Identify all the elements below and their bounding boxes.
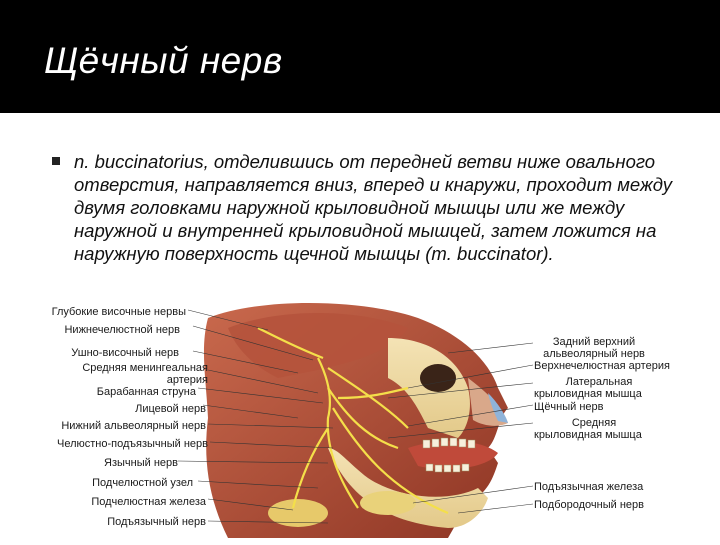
label-buccal-nerve: Щёчный нерв xyxy=(534,401,604,413)
orbit xyxy=(420,364,456,392)
label-medial: Средняя xyxy=(571,417,617,429)
label-alveolar-nerve: альвеолярный нерв xyxy=(543,348,645,360)
title-bar xyxy=(0,0,720,113)
slide-body-text: n. buccinatorius, отделившись от передней ветви ниже овального отверстия, направляется вниз, вперед и кнаружи, проходит между двумя головками наружной крыловидной мышцы или же между наружной и внутренней крыловидной мышцей, затем ложится на наружную поверхность щечной мышцы (m. buccinator). xyxy=(74,151,673,264)
label-auriculotemporal-nerve: Ушно-височный нерв xyxy=(71,347,179,359)
label-sublingual-gland: Подъязычная железа xyxy=(534,481,644,493)
label-mental-nerve: Подбородочный нерв xyxy=(534,499,644,511)
label-lateral: Латеральная xyxy=(565,376,633,388)
label-middle-meningeal: Средняя менингеальная xyxy=(82,362,208,374)
label-mylohyoid-nerve: Челюстно-подъязычный нерв xyxy=(56,438,208,450)
label-inferior-alveolar-nerve: Нижний альвеолярный нерв xyxy=(61,420,206,432)
label-lingual-nerve: Язычный нерв xyxy=(104,457,178,469)
label-chorda-tympani: Барабанная струна xyxy=(96,386,196,398)
anatomy-figure xyxy=(28,298,700,540)
label-submandibular-gland: Подчелюстная железа xyxy=(91,496,206,508)
label-submandibular-ganglion: Подчелюстной узел xyxy=(92,477,193,489)
label-lateral-pterygoid: крыловидная мышца xyxy=(534,388,642,400)
bullet-icon xyxy=(52,157,60,165)
label-artery: артерия xyxy=(166,374,208,386)
label-deep-temporal-nerves: Глубокие височные нервы xyxy=(51,306,186,318)
label-hypoglossal-nerve: Подъязычный нерв xyxy=(107,516,206,528)
label-facial-nerve: Лицевой нерв xyxy=(135,403,206,415)
sublingual-gland xyxy=(360,491,416,515)
label-mandibular-nerve: Нижнечелюстной нерв xyxy=(64,324,180,336)
label-maxillary-artery: Верхнечелюстная артерия xyxy=(534,360,670,372)
label-medial-pterygoid: крыловидная мышца xyxy=(534,429,642,441)
label-posterior-superior: Задний верхний xyxy=(552,336,636,348)
slide-title: Щёчный нерв xyxy=(44,40,283,81)
